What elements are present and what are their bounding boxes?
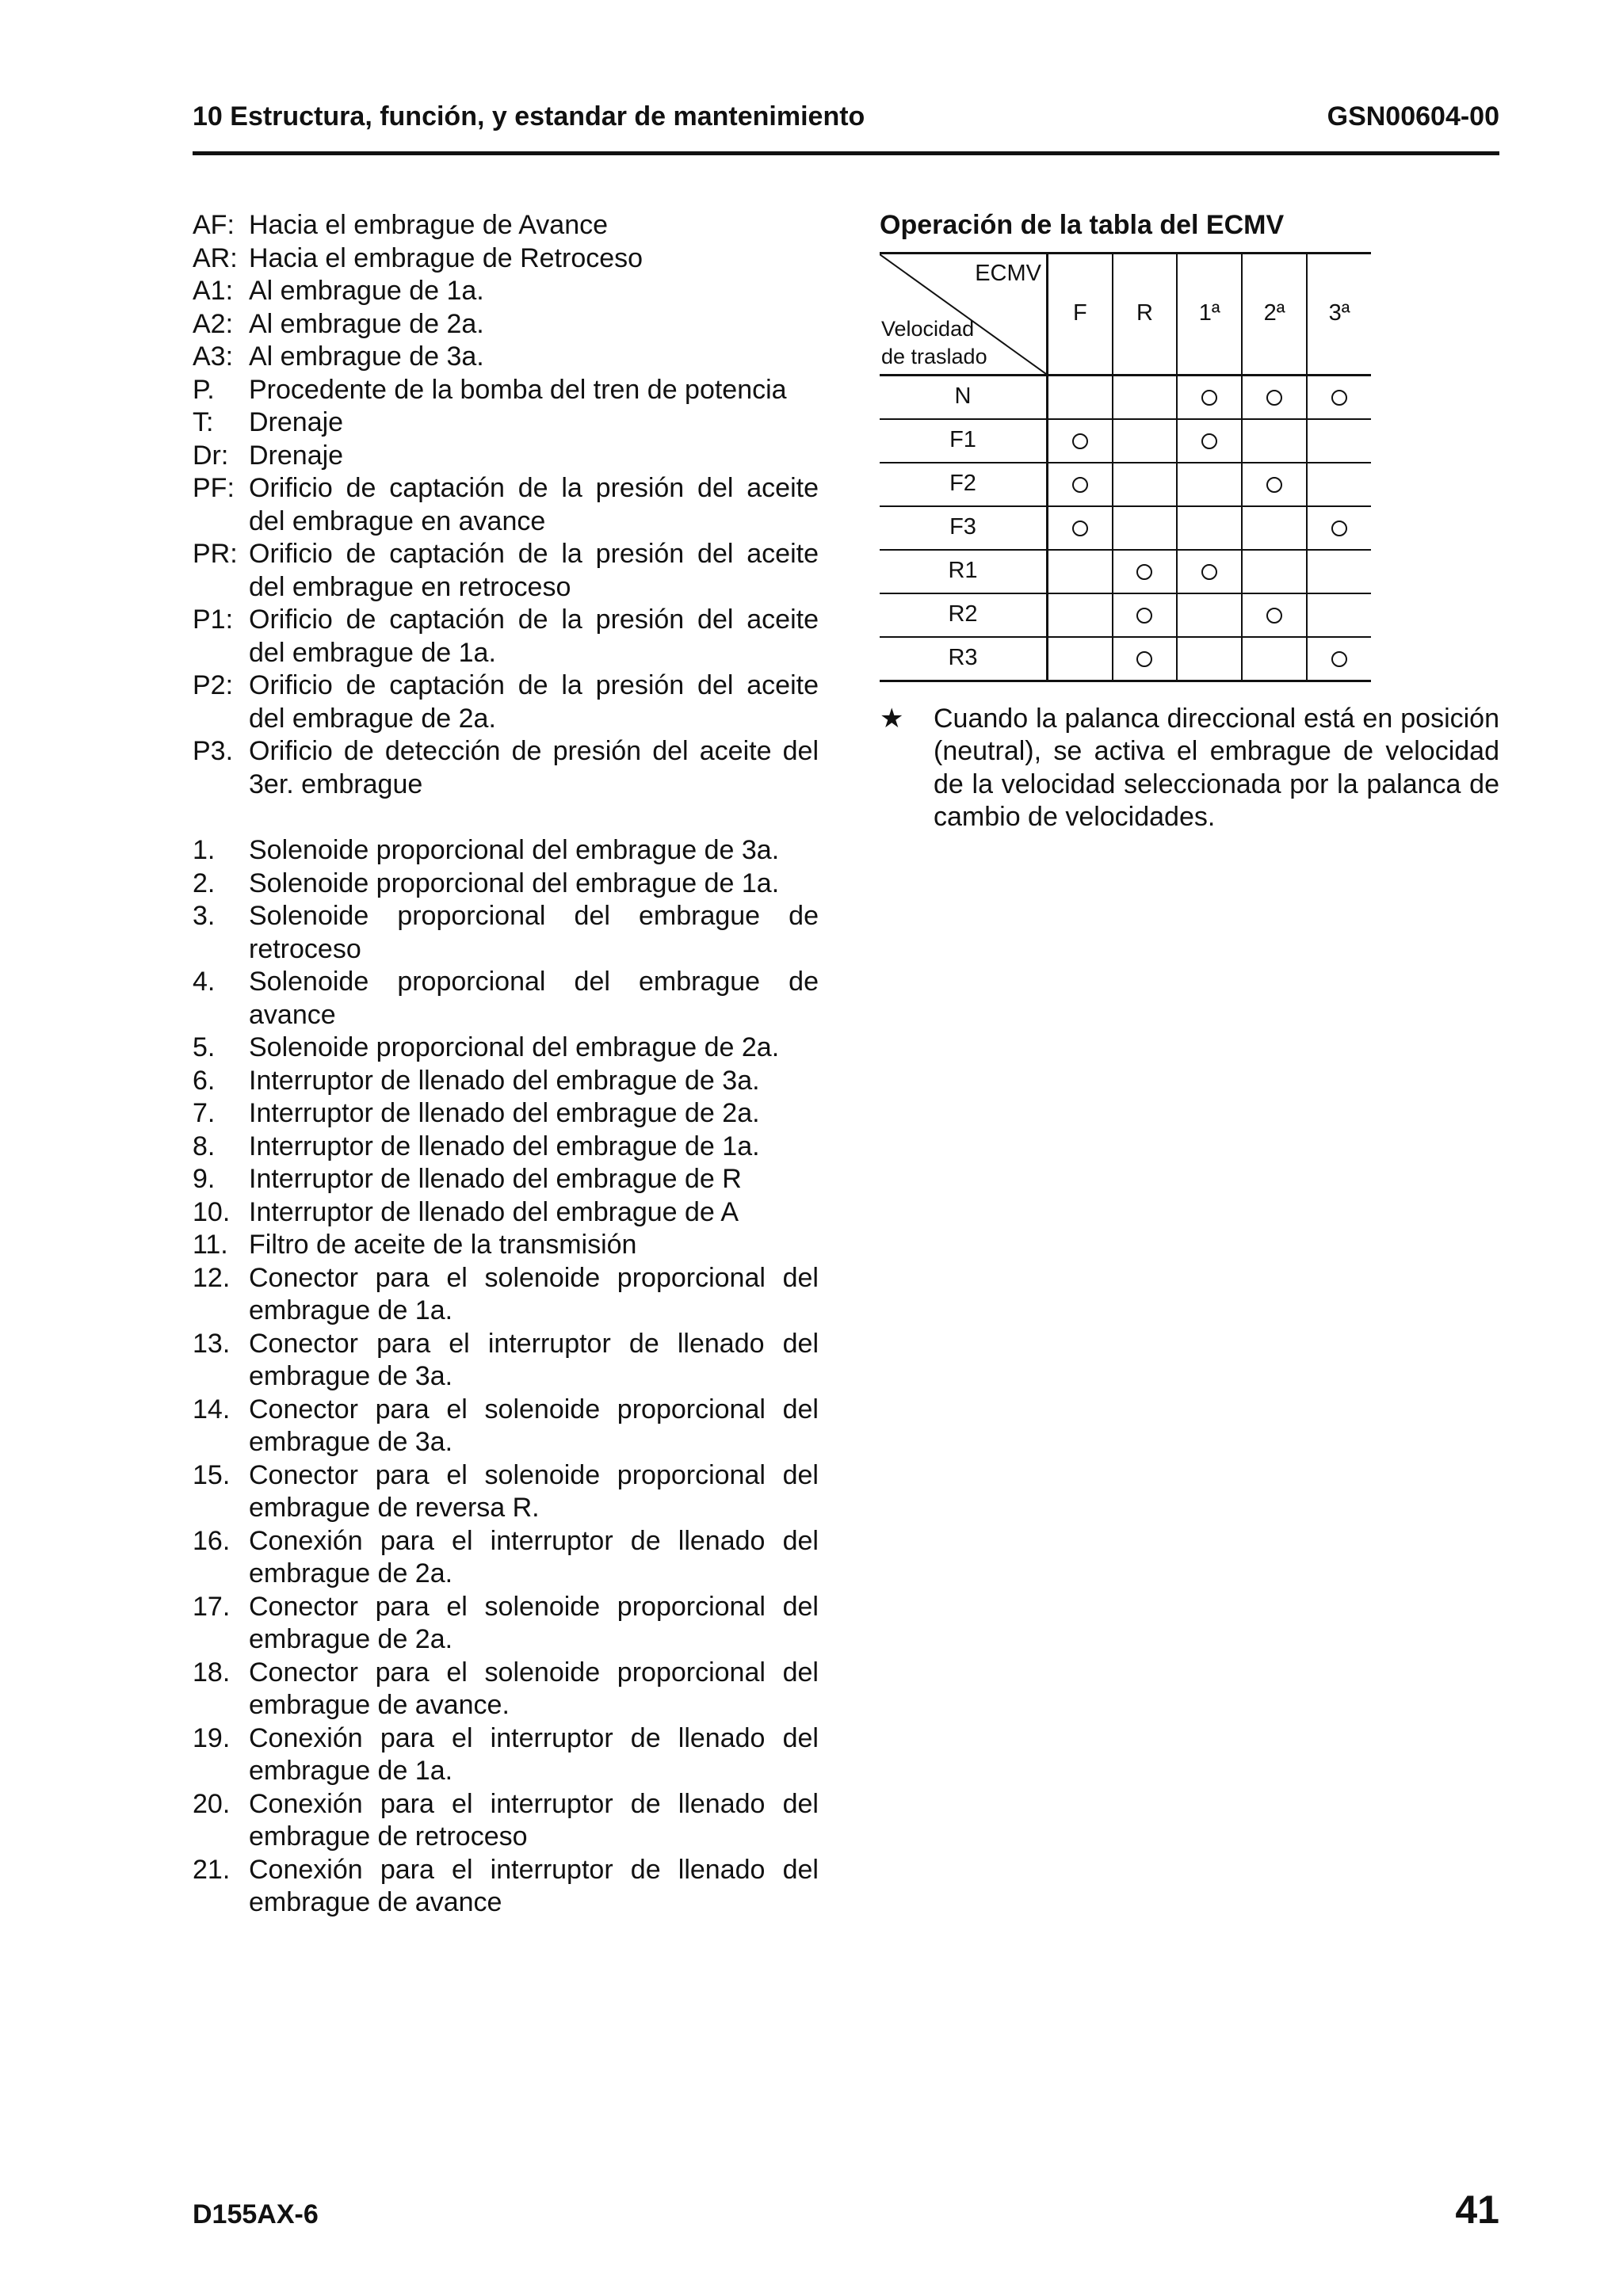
active-circle-icon [1136,564,1152,580]
legend-key: P1: [193,605,234,635]
row-label: F1 [880,419,1048,463]
item-number: 19. [193,1722,231,1753]
legend-text: Orificio de captación de la presión del aceite del embrague en retroceso [249,539,819,602]
legend-key: P. [193,374,215,405]
table-title: Operación de la tabla del ECMV [880,210,1285,240]
legend-key: P3. [193,736,234,766]
row-label: F3 [880,506,1048,550]
list-item [193,1394,819,1459]
item-number: 17. [193,1591,231,1622]
column-header: F [1048,253,1113,375]
corner-cell [880,253,1048,375]
item-number: 12. [193,1262,231,1293]
item-number: 21. [193,1854,231,1885]
table-cell [1242,550,1307,593]
column-header: 2ª [1242,253,1307,375]
list-item [193,1131,819,1164]
item-text: Conector para el solenoide proporcional del embrague de avance. [249,1657,819,1720]
table-cell [1177,375,1242,419]
table-cell [1048,593,1113,637]
list-item [193,1459,819,1525]
table-row [880,463,1371,506]
list-item [193,1097,819,1131]
row-label: R2 [880,593,1048,637]
item-text: Interruptor de llenado del embrague de A [249,1196,739,1227]
table-cell [1307,506,1371,550]
table-cell [1048,506,1113,550]
legend-text: Al embrague de 3a. [249,341,484,372]
list-item [193,1722,819,1788]
list-item [193,1657,819,1722]
item-text: Conector para el solenoide proporcional del embrague de 1a. [249,1262,819,1325]
item-text: Conector para el interruptor de llenado del embrague de 3a. [249,1328,819,1391]
item-number: 20. [193,1788,231,1819]
item-number: 4. [193,967,216,997]
note [880,703,1499,834]
item-text: Solenoide proporcional del embrague de 2a. [249,1032,780,1062]
row-label: R1 [880,550,1048,593]
left-column [193,209,819,1920]
column-header: 3ª [1307,253,1371,375]
corner-label-travel: de traslado [881,344,987,368]
table-row [880,550,1371,593]
active-circle-icon [1266,390,1282,406]
list-item [193,868,819,901]
table-cell [1177,550,1242,593]
item-number: 7. [193,1098,216,1128]
ecmv-operation-table [880,252,1371,682]
item-number: 11. [193,1230,228,1260]
table-cell [1113,550,1178,593]
list-item [193,1854,819,1920]
header-title: 10 Estructura, función, y estandar de mantenimiento [193,101,865,132]
list-item [193,1032,819,1065]
table-cell [1307,637,1371,681]
legend-key: AF: [193,210,235,240]
list-item [193,966,819,1032]
table-row [880,593,1371,637]
table-cell [1113,637,1178,681]
list-item [193,1328,819,1394]
row-label: R3 [880,637,1048,681]
active-circle-icon [1331,651,1347,667]
table-cell [1113,506,1178,550]
item-number: 6. [193,1065,216,1096]
legend-item [193,538,819,604]
list-item [193,834,819,868]
row-label: N [880,375,1048,419]
table-cell [1242,463,1307,506]
legend-key: Dr: [193,440,229,471]
note-text: Cuando la palanca direccional está en posición (neutral), se activa el embrague de velocidad de la velocidad seleccionada por la palanca de cambio de velocidades. [934,703,1499,832]
table-cell [1113,463,1178,506]
legend-item [193,308,819,341]
table-cell [1177,419,1242,463]
legend-key: PR: [193,539,238,569]
legend-item [193,604,819,669]
legend-text: Orificio de captación de la presión del aceite del embrague de 1a. [249,605,819,668]
legend-text: Drenaje [249,440,344,471]
table-cell [1048,419,1113,463]
item-text: Solenoide proporcional del embrague de avance [249,967,819,1030]
legend-key: A1: [193,276,234,306]
table-cell [1242,637,1307,681]
table-cell [1177,463,1242,506]
table-cell [1113,375,1178,419]
table-cell [1048,463,1113,506]
legend-text: Orificio de detección de presión del aceite del 3er. embrague [249,736,819,799]
active-circle-icon [1331,390,1347,406]
active-circle-icon [1201,564,1217,580]
table-cell [1177,637,1242,681]
legend-item [193,374,819,407]
corner-label-ecmv: ECMV [975,260,1041,286]
active-circle-icon [1266,608,1282,624]
legend-item [193,669,819,735]
legend-key: A2: [193,308,234,339]
table-cell [1242,419,1307,463]
item-text: Conexión para el interruptor de llenado del embrague de retroceso [249,1788,819,1852]
item-number: 15. [193,1459,231,1490]
table-cell [1177,506,1242,550]
list-item [193,900,819,966]
corner-label-speed: Velocidad [881,316,975,341]
legend-text: Al embrague de 2a. [249,308,484,339]
item-text: Interruptor de llenado del embrague de R [249,1164,742,1194]
item-number: 5. [193,1032,216,1062]
table-cell [1307,550,1371,593]
active-circle-icon [1136,608,1152,624]
table-cell [1113,593,1178,637]
item-text: Interruptor de llenado del embrague de 1a. [249,1131,760,1161]
legend-text: Hacia el embrague de Retroceso [249,242,643,273]
legend-key: P2: [193,670,234,700]
item-text: Conector para el solenoide proporcional del embrague de 3a. [249,1394,819,1457]
legend-item [193,735,819,801]
legend-text: Orificio de captación de la presión del aceite del embrague de 2a. [249,670,819,734]
item-number: 8. [193,1131,216,1161]
legend-item [193,242,819,276]
table-row [880,419,1371,463]
active-circle-icon [1136,651,1152,667]
table-header-row [880,253,1371,375]
row-label: F2 [880,463,1048,506]
item-text: Conexión para el interruptor de llenado del embrague de 2a. [249,1525,819,1589]
item-number: 2. [193,868,216,898]
item-number: 13. [193,1328,231,1359]
table-row [880,506,1371,550]
footer-model: D155AX-6 [193,2199,319,2229]
legend-key: T: [193,407,214,437]
table-cell [1242,593,1307,637]
legend-item [193,406,819,440]
legend-key: A3: [193,341,234,372]
legend-text: Hacia el embrague de Avance [249,210,609,240]
legend-text: Drenaje [249,407,344,437]
item-number: 16. [193,1525,231,1556]
active-circle-icon [1266,477,1282,493]
star-icon: ★ [880,703,904,734]
item-text: Solenoide proporcional del embrague de retroceso [249,901,819,964]
list-item [193,1196,819,1230]
active-circle-icon [1201,433,1217,449]
document-code: GSN00604-00 [1327,101,1499,132]
table-cell [1048,550,1113,593]
item-text: Conector para el solenoide proporcional del embrague de 2a. [249,1591,819,1654]
item-number: 10. [193,1196,231,1227]
page-header [193,101,1499,155]
table-cell [1307,419,1371,463]
item-number: 9. [193,1164,216,1194]
legend-item [193,341,819,374]
column-header: 1ª [1177,253,1242,375]
table-cell [1177,593,1242,637]
item-text: Interruptor de llenado del embrague de 2a. [249,1098,760,1128]
active-circle-icon [1201,390,1217,406]
table-cell [1048,375,1113,419]
table-cell [1307,463,1371,506]
list-item [193,1229,819,1262]
item-text: Conexión para el interruptor de llenado del embrague de avance [249,1854,819,1917]
legend-key: PF: [193,473,235,503]
list-item [193,1591,819,1657]
item-text: Solenoide proporcional del embrague de 1a. [249,868,780,898]
legend-item [193,440,819,473]
table-cell [1113,419,1178,463]
table-cell [1048,637,1113,681]
item-number: 14. [193,1394,231,1425]
item-text: Solenoide proporcional del embrague de 3a. [249,835,780,865]
parts-list [193,834,819,1920]
active-circle-icon [1072,477,1088,493]
legend-text: Orificio de captación de la presión del aceite del embrague en avance [249,473,819,536]
item-text: Filtro de aceite de la transmisión [249,1230,637,1260]
active-circle-icon [1072,433,1088,449]
table-row [880,637,1371,681]
item-number: 1. [193,835,216,865]
table-cell [1242,375,1307,419]
legend-item [193,209,819,242]
legend-text: Al embrague de 1a. [249,276,484,306]
legend-key: AR: [193,242,238,273]
list-item [193,1065,819,1098]
legend-text: Procedente de la bomba del tren de potencia [249,374,787,405]
legend-list [193,209,819,801]
list-item [193,1163,819,1196]
table-cell [1242,506,1307,550]
table-cell [1307,593,1371,637]
item-number: 3. [193,901,216,931]
list-item [193,1525,819,1591]
active-circle-icon [1331,521,1347,536]
item-text: Interruptor de llenado del embrague de 3a. [249,1065,760,1096]
column-header: R [1113,253,1178,375]
page-number: 41 [1455,2187,1499,2232]
legend-item [193,275,819,308]
right-column [880,209,1499,834]
table-row [880,375,1371,419]
item-number: 18. [193,1657,231,1688]
list-item [193,1262,819,1328]
list-item [193,1788,819,1854]
item-text: Conector para el solenoide proporcional del embrague de reversa R. [249,1459,819,1523]
active-circle-icon [1072,521,1088,536]
legend-item [193,472,819,538]
item-text: Conexión para el interruptor de llenado del embrague de 1a. [249,1722,819,1786]
table-cell [1307,375,1371,419]
